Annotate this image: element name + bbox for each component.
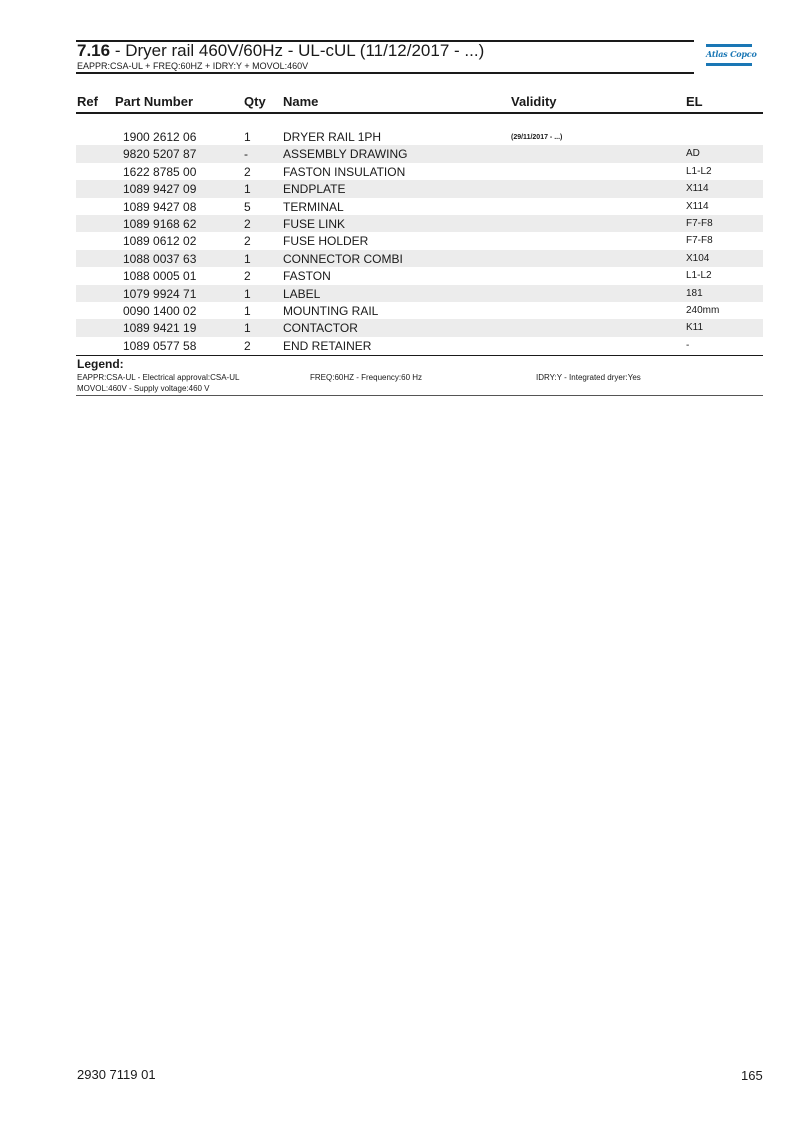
legend-title: Legend: [77, 357, 124, 371]
part-number-cell: 1088 0005 01 [123, 269, 197, 284]
section-title: - Dryer rail 460V/60Hz - UL-cUL (11/12/2017 - ...) [110, 41, 485, 60]
part-number-cell: 1079 9924 71 [123, 286, 197, 301]
qty-cell: 2 [244, 164, 251, 179]
table-row [76, 319, 763, 336]
qty-cell: 2 [244, 269, 251, 284]
legend-item: MOVOL:460V - Supply voltage:460 V [77, 384, 210, 393]
part-number-cell: 1089 0577 58 [123, 338, 197, 353]
table-row [76, 232, 763, 249]
part-number-cell: 1089 9421 19 [123, 321, 197, 336]
table-row [76, 285, 763, 302]
qty-cell: 2 [244, 338, 251, 353]
atlas-copco-logo [706, 44, 757, 66]
el-cell: 181 [686, 287, 703, 299]
page-number: 165 [741, 1068, 763, 1083]
part-number-cell: 1622 8785 00 [123, 164, 197, 179]
qty-cell: 1 [244, 182, 251, 197]
section-number: 7.16 [77, 41, 111, 60]
page-subtitle: EAPPR:CSA-UL + FREQ:60HZ + IDRY:Y + MOVOL:460V [77, 61, 309, 71]
name-cell: LABEL [283, 286, 321, 301]
el-cell: - [686, 339, 690, 351]
legend-rule [76, 395, 763, 396]
el-cell: F7-F8 [686, 217, 713, 229]
table-row [76, 163, 763, 180]
name-cell: TERMINAL [283, 199, 344, 214]
name-cell: ENDPLATE [283, 182, 346, 197]
part-number-cell: 1088 0037 63 [123, 251, 197, 266]
name-cell: FASTON INSULATION [283, 164, 406, 179]
part-number-cell: 9820 5207 87 [123, 147, 197, 162]
name-cell: END RETAINER [283, 338, 372, 353]
table-row [76, 145, 763, 162]
name-cell: ASSEMBLY DRAWING [283, 147, 408, 162]
logo-bar-top [706, 44, 752, 47]
qty-cell: 2 [244, 216, 251, 231]
name-cell: FUSE LINK [283, 216, 346, 231]
column-header-ref: Ref [77, 94, 98, 109]
el-cell: F7-F8 [686, 235, 713, 247]
part-number-cell: 1089 9427 09 [123, 182, 197, 197]
name-cell: FUSE HOLDER [283, 234, 369, 249]
part-number-cell: 1089 9427 08 [123, 199, 197, 214]
part-number-cell: 1089 0612 02 [123, 234, 197, 249]
el-cell: L1-L2 [686, 165, 712, 177]
header-rule [76, 112, 763, 114]
qty-cell: 2 [244, 234, 251, 249]
el-cell: X114 [686, 183, 709, 195]
page-title [77, 41, 484, 61]
table-end-rule [76, 355, 763, 356]
table-row [76, 250, 763, 267]
logo-bar-bottom [706, 63, 752, 66]
parts-table-body [76, 128, 763, 354]
document-number: 2930 7119 01 [77, 1067, 156, 1082]
column-header-qty: Qty [244, 94, 266, 109]
table-row [76, 267, 763, 284]
table-row [76, 128, 763, 145]
el-cell: AD [686, 148, 700, 160]
table-header [76, 93, 763, 111]
column-header-name: Name [283, 94, 319, 109]
part-number-cell: 0090 1400 02 [123, 303, 197, 318]
el-cell: K11 [686, 322, 704, 334]
el-cell: X104 [686, 252, 710, 264]
name-cell: CONNECTOR COMBI [283, 251, 403, 266]
el-cell: 240mm [686, 304, 720, 316]
logo-text: Atlas Copco [706, 49, 757, 59]
column-header-el: EL [686, 94, 703, 109]
table-row [76, 198, 763, 215]
column-header-part-number: Part Number [115, 94, 194, 109]
el-cell: L1-L2 [686, 270, 712, 282]
part-number-cell: 1089 9168 62 [123, 216, 197, 231]
table-row [76, 180, 763, 197]
name-cell: DRYER RAIL 1PH [283, 130, 382, 144]
name-cell: FASTON [283, 269, 331, 284]
qty-cell: 1 [244, 130, 251, 144]
title-rule-bottom [76, 72, 694, 74]
el-cell: X114 [686, 200, 709, 212]
validity-cell: (29/11/2017 - ...) [511, 134, 563, 141]
qty-cell: 1 [244, 303, 251, 318]
qty-cell: 1 [244, 251, 251, 266]
legend-item: EAPPR:CSA-UL - Electrical approval:CSA-UL [77, 373, 240, 382]
qty-cell: 1 [244, 321, 251, 336]
legend-item: FREQ:60HZ - Frequency:60 Hz [310, 373, 423, 382]
legend-item: IDRY:Y - Integrated dryer:Yes [536, 373, 641, 382]
qty-cell: 1 [244, 286, 251, 301]
table-row [76, 302, 763, 319]
qty-cell: 5 [244, 199, 251, 214]
name-cell: CONTACTOR [283, 321, 358, 336]
name-cell: MOUNTING RAIL [283, 303, 379, 318]
column-header-validity: Validity [511, 94, 557, 109]
qty-cell: - [244, 147, 248, 162]
part-number-cell: 1900 2612 06 [123, 130, 197, 144]
table-row [76, 215, 763, 232]
table-row [76, 337, 763, 354]
